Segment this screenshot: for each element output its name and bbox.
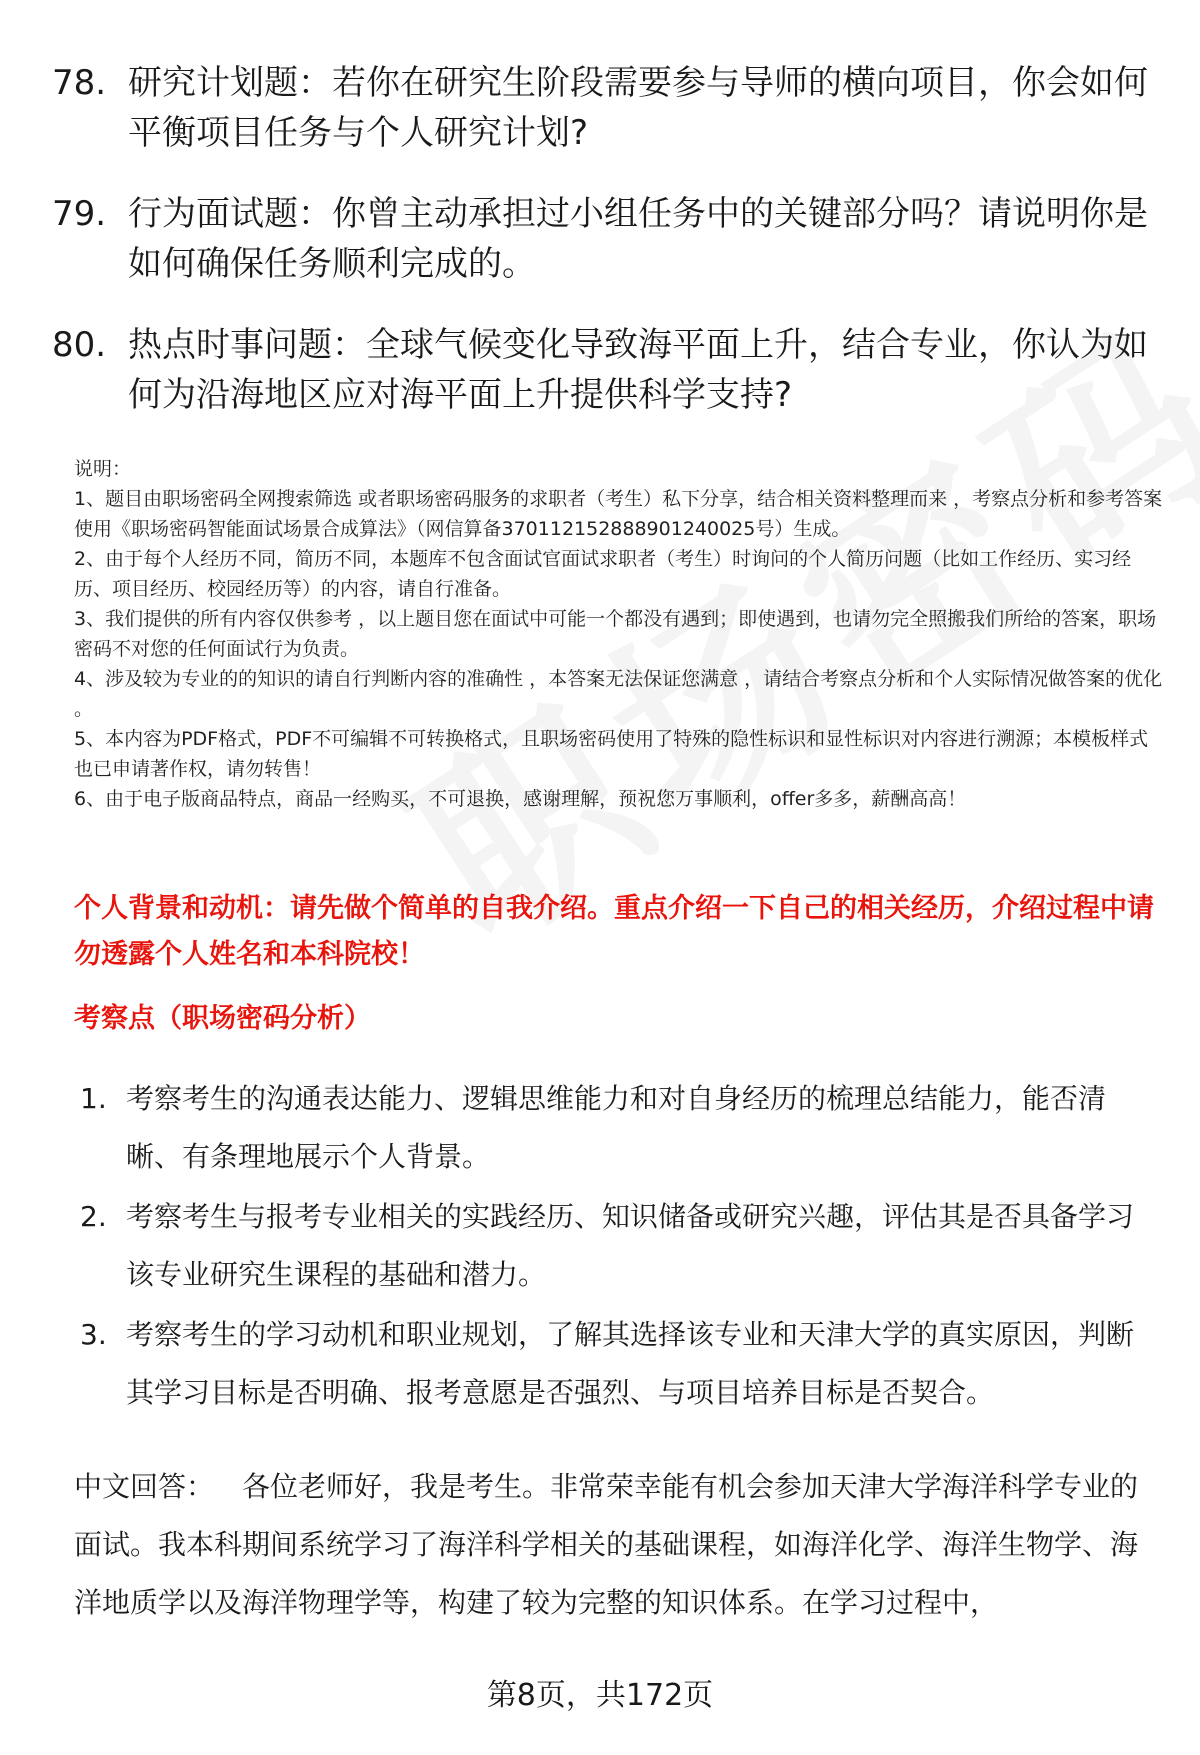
note-item: 1、题目由职场密码全网搜索筛选 或者职场密码服务的求职者（考生）私下分享，结合相关资料整理而来 ，考察点分析和参考答案使用《职场密码智能面试场景合成算法》（网信算备370112152888901240025号）生成。 bbox=[74, 488, 1163, 540]
question-item bbox=[52, 320, 1162, 420]
question-text: 研究计划题：若你在研究生阶段需要参与导师的横向项目，你会如何平衡项目任务与个人研究计划? bbox=[128, 63, 1148, 153]
analysis-points bbox=[80, 1070, 1160, 1424]
question-text: 热点时事问题：全球气候变化导致海平面上升，结合专业，你认为如何为沿海地区应对海平面上升提供科学支持? bbox=[128, 325, 1148, 415]
point-text: 考察考生的学习动机和职业规划，了解其选择该专业和天津大学的真实原因，判断其学习目标是否明确、报考意愿是否强烈、与项目培养目标是否契合。 bbox=[126, 1318, 1135, 1409]
answer-label: 中文回答： bbox=[74, 1470, 215, 1503]
analysis-subheading: 考察点（职场密码分析） bbox=[74, 1003, 371, 1034]
note-item: 6、由于电子版商品特点，商品一经购买，不可退换，感谢理解，预祝您万事顺利，offer多多，薪酬高高！ bbox=[74, 788, 967, 810]
question-item bbox=[52, 58, 1162, 158]
note-item: 4、涉及较为专业的的知识的请自行判断内容的准确性 ，本答案无法保证您满意 ，请结合考察点分析和个人实际情况做答案的优化 。 bbox=[74, 668, 1163, 720]
answer-text: 各位老师好，我是考生。非常荣幸能有机会参加天津大学海洋科学专业的面试。我本科期间系统学习了海洋科学相关的基础课程，如海洋化学、海洋生物学、海洋地质学以及海洋物理学等，构建了较为完整的知识体系。在学习过程中， bbox=[74, 1470, 1139, 1619]
analysis-point bbox=[80, 1306, 1160, 1422]
question-item bbox=[52, 189, 1162, 289]
note-item: 2、由于每个人经历不同，简历不同，本题库不包含面试官面试求职者（考生）时询问的个人简历问题（比如工作经历、实习经历、项目经历、校园经历等）的内容，请自行准备。 bbox=[74, 548, 1132, 600]
point-number: 1. bbox=[80, 1082, 107, 1115]
section-question-heading: 个人背景和动机：请先做个简单的自我介绍。重点介绍一下自己的相关经历，介绍过程中请勿透露个人姓名和本科院校！ bbox=[74, 893, 1154, 970]
note-item: 5、本内容为PDF格式，PDF不可编辑不可转换格式，且职场密码使用了特殊的隐性标识和显性标识对内容进行溯源；本模板样式也已申请著作权，请勿转售！ bbox=[74, 728, 1149, 780]
question-number: 78. bbox=[52, 63, 107, 103]
point-number: 3. bbox=[80, 1318, 107, 1351]
note-item: 3、我们提供的所有内容仅供参考 ，以上题目您在面试中可能一个都没有遇到；即使遇到，也请勿完全照搬我们所给的答案，职场密码不对您的任何面试行为负责。 bbox=[74, 608, 1157, 660]
notes-block bbox=[74, 454, 1164, 814]
point-number: 2. bbox=[80, 1200, 107, 1233]
question-text: 行为面试题：你曾主动承担过小组任务中的关键部分吗？请说明你是如何确保任务顺利完成的。 bbox=[128, 194, 1148, 284]
page-footer: 第8页，共172页 bbox=[486, 1678, 714, 1713]
analysis-point bbox=[80, 1070, 1160, 1186]
answer-block bbox=[74, 1458, 1164, 1632]
question-number: 79. bbox=[52, 194, 107, 234]
question-number: 80. bbox=[52, 325, 107, 365]
question-list bbox=[52, 58, 1162, 451]
point-text: 考察考生与报考专业相关的实践经历、知识储备或研究兴趣，评估其是否具备学习该专业研究生课程的基础和潜力。 bbox=[126, 1200, 1135, 1291]
point-text: 考察考生的沟通表达能力、逻辑思维能力和对自身经历的梳理总结能力，能否清晰、有条理地展示个人背景。 bbox=[126, 1082, 1107, 1173]
notes-title: 说明： bbox=[74, 458, 132, 480]
analysis-point bbox=[80, 1188, 1160, 1304]
